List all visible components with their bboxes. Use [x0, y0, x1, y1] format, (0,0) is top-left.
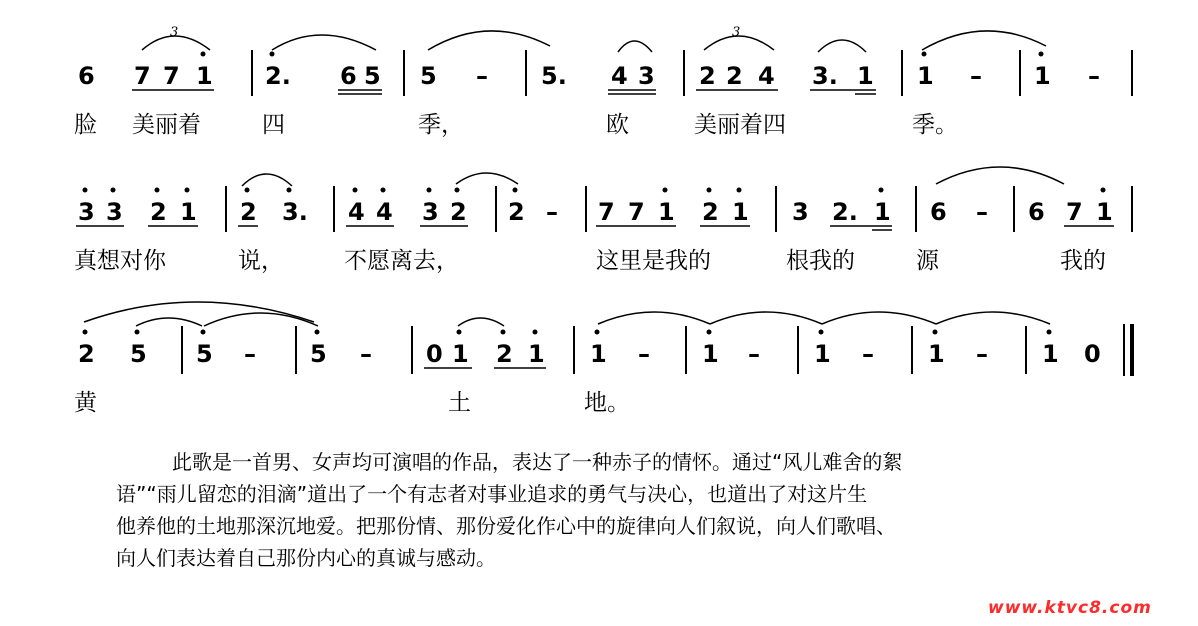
dash: – [976, 198, 988, 226]
tie [204, 313, 318, 326]
lyric: 根我的 [786, 248, 855, 274]
note: 2 [150, 198, 167, 226]
description-line: 语”“雨儿留恋的泪滴”道出了一个有志者对事业追求的勇气与决心，也道出了对这片生 [116, 482, 868, 506]
note: 1 [196, 62, 213, 90]
high-octave-dot [83, 188, 88, 193]
dash: – [1088, 62, 1100, 90]
high-octave-dot [83, 330, 88, 335]
lyric: 美丽着四 [694, 112, 786, 138]
note: 2 [699, 62, 716, 90]
high-octave-dot [1047, 330, 1052, 335]
high-octave-dot [135, 330, 140, 335]
high-octave-dot [315, 330, 320, 335]
dash: – [862, 340, 874, 368]
note: 1 [928, 340, 945, 368]
note: 5 [196, 340, 213, 368]
dash: – [360, 340, 372, 368]
note: 3 [638, 62, 655, 90]
note: 2. [832, 198, 858, 226]
high-octave-dot [201, 52, 206, 57]
high-octave-dot [185, 188, 190, 193]
high-octave-dot [245, 188, 250, 193]
note: 5 [130, 340, 147, 368]
note: 4 [348, 198, 365, 226]
note: 2 [450, 198, 467, 226]
lyric: 真想对你 [74, 248, 166, 274]
dash: – [546, 198, 558, 226]
slur [272, 35, 376, 50]
high-octave-dot [427, 188, 432, 193]
high-octave-dot [270, 52, 275, 57]
high-octave-dot [922, 52, 927, 57]
note: 1 [1096, 198, 1113, 226]
note: 1 [180, 198, 197, 226]
lyric: 我的 [1060, 248, 1106, 274]
slur [84, 302, 314, 322]
score-line-2 [74, 167, 1132, 274]
note: 1 [857, 62, 874, 90]
note: 1 [1042, 340, 1059, 368]
note: 1 [1034, 62, 1051, 90]
lyric: 说， [238, 248, 284, 274]
high-octave-dot [353, 188, 358, 193]
note: 2 [240, 198, 257, 226]
note: 1 [814, 340, 831, 368]
note: 6 [930, 198, 947, 226]
note: 4 [376, 198, 393, 226]
high-octave-dot [933, 330, 938, 335]
lyric: 地。 [584, 390, 630, 416]
lyric: 土 [448, 390, 471, 416]
dash: – [638, 340, 650, 368]
high-octave-dot [879, 188, 884, 193]
note: 1 [702, 340, 719, 368]
high-octave-dot [381, 188, 386, 193]
slur [242, 174, 292, 186]
note: 7 [163, 62, 180, 90]
score-line-1 [74, 25, 1132, 138]
lyric: 欧 [606, 112, 629, 138]
note: 7 [628, 198, 645, 226]
note: 6 [78, 62, 95, 90]
lyric: 季， [418, 112, 464, 138]
note: 5. [541, 62, 567, 90]
note: 2 [496, 340, 513, 368]
note: 4 [758, 62, 775, 90]
note: 3 [106, 198, 123, 226]
triplet-mark: 3 [732, 25, 741, 40]
note: 3 [78, 198, 95, 226]
high-octave-dot [737, 188, 742, 193]
lyric: 这里是我的 [596, 248, 711, 274]
note: 1 [528, 340, 545, 368]
note: 3. [812, 62, 838, 90]
tie [428, 31, 550, 50]
slur [618, 41, 652, 52]
lyric: 美丽着 [132, 112, 201, 138]
tie [710, 312, 822, 324]
high-octave-dot [1101, 188, 1106, 193]
high-octave-dot [707, 330, 712, 335]
note: 1 [874, 198, 891, 226]
dash: – [476, 62, 488, 90]
note: 5 [310, 340, 327, 368]
high-octave-dot [663, 188, 668, 193]
high-octave-dot [155, 188, 160, 193]
dash: – [976, 340, 988, 368]
note: 0 [426, 340, 443, 368]
description-line: 此歌是一首男、女声均可演唱的作品，表达了一种赤子的情怀。通过“风儿难舍的絮 [172, 450, 903, 474]
note: 7 [134, 62, 151, 90]
tie [936, 167, 1064, 184]
note: 1 [917, 62, 934, 90]
tie [822, 312, 936, 324]
high-octave-dot [111, 188, 116, 193]
high-octave-dot [819, 330, 824, 335]
note: 1 [452, 340, 469, 368]
tie [936, 312, 1050, 324]
note: 5 [420, 62, 437, 90]
high-octave-dot [201, 330, 206, 335]
note: 3. [282, 198, 308, 226]
note: 1 [732, 198, 749, 226]
high-octave-dot [1039, 52, 1044, 57]
note: 7 [1066, 198, 1083, 226]
dash: – [244, 340, 256, 368]
lyric: 季。 [912, 112, 958, 138]
site-watermark: www.ktvc8.com [988, 598, 1152, 618]
high-octave-dot [595, 330, 600, 335]
note: 6 [340, 62, 357, 90]
description-line: 向人们表达着自己那份内心的真诚与感动。 [116, 546, 496, 570]
tie [456, 173, 518, 184]
tie [598, 312, 710, 324]
lyric: 四 [262, 112, 285, 138]
slur [458, 318, 504, 326]
high-octave-dot [287, 188, 292, 193]
score-line-3 [74, 302, 1132, 416]
dash: – [748, 340, 760, 368]
note: 3 [422, 198, 439, 226]
high-octave-dot [501, 330, 506, 335]
note: 2 [726, 62, 743, 90]
note: 4 [611, 62, 628, 90]
note: 2 [78, 340, 95, 368]
note: 7 [598, 198, 615, 226]
high-octave-dot [707, 188, 712, 193]
note: 2 [702, 198, 719, 226]
high-octave-dot [457, 330, 462, 335]
note: 2 [508, 198, 525, 226]
lyric: 黄 [74, 390, 97, 416]
lyric: 源 [916, 248, 939, 274]
triplet-mark: 3 [170, 25, 179, 40]
lyric: 不愿离去， [344, 248, 459, 274]
slur [818, 40, 866, 52]
song-description [116, 446, 1116, 574]
note: 1 [590, 340, 607, 368]
note: 0 [1084, 340, 1101, 368]
note: 2. [265, 62, 291, 90]
high-octave-dot [513, 188, 518, 193]
tie [136, 318, 202, 326]
dash: – [970, 62, 982, 90]
tie [922, 31, 1046, 50]
high-octave-dot [455, 188, 460, 193]
note: 5 [364, 62, 381, 90]
lyric: 脸 [74, 112, 97, 138]
note: 1 [658, 198, 675, 226]
note: 6 [1028, 198, 1045, 226]
high-octave-dot [533, 330, 538, 335]
description-line: 他养他的土地那深沉地爱。把那份情、那份爱化作心中的旋律向人们叙说，向人们歌唱、 [116, 514, 896, 538]
note: 3 [792, 198, 809, 226]
